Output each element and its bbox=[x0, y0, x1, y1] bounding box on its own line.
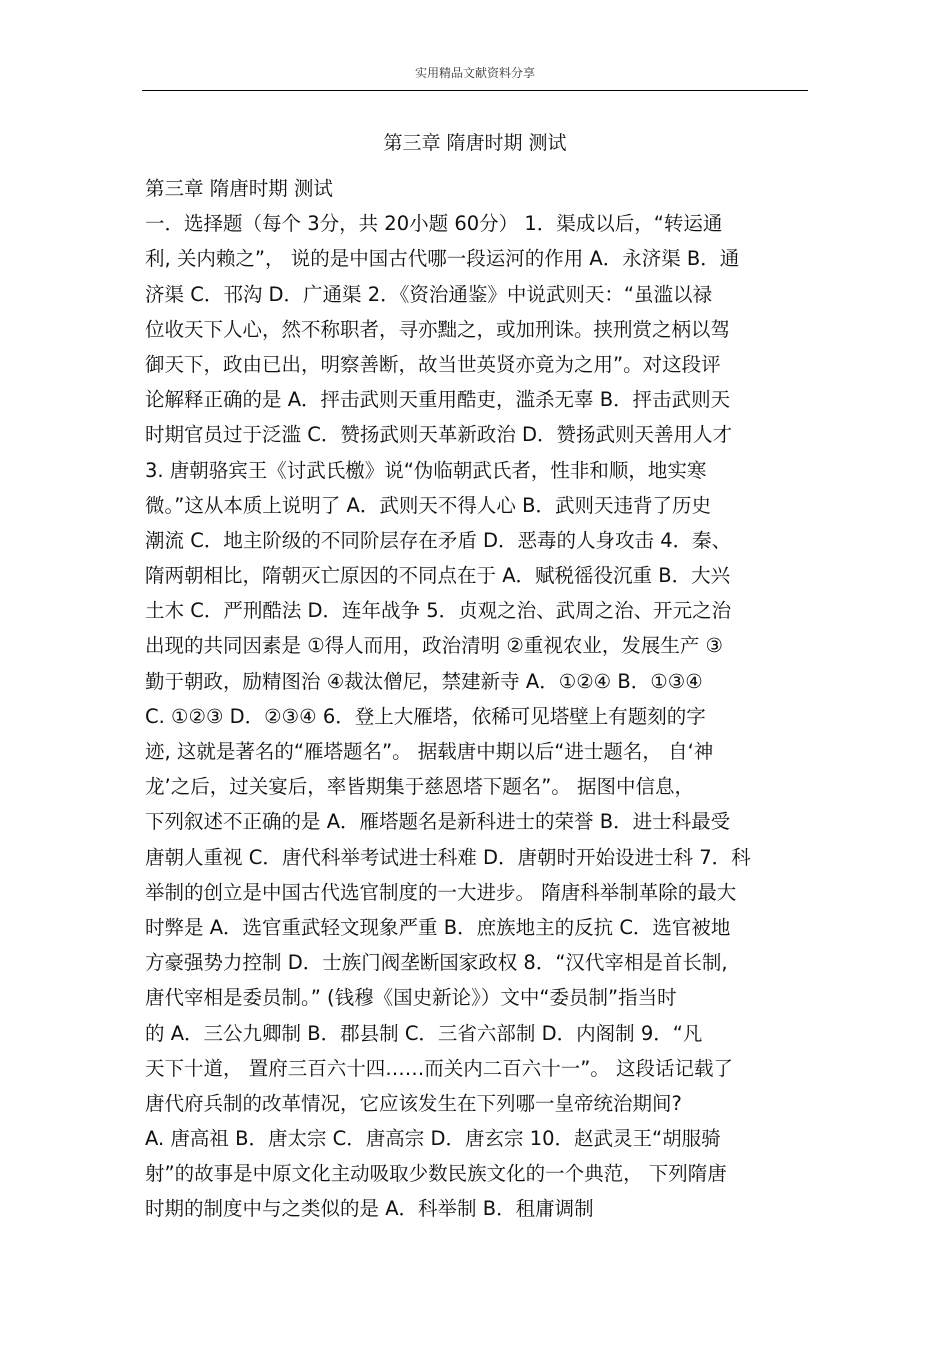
body-line: 唐代府兵制的改革情况，它应该发生在下列哪一皇帝统治期间? bbox=[145, 1091, 682, 1115]
body-line: 时期官员过于泛滥 C．赞扬武则天革新政治 D．赞扬武则天善用人才 bbox=[145, 423, 733, 447]
document-body bbox=[145, 171, 825, 1227]
body-line: 方豪强势力控制 D．士族门阀垄断国家政权 8．“汉代宰相是首长制, bbox=[145, 951, 728, 975]
body-line: 微。”这从本质上说明了 A．武则天不得人心 B．武则天违背了历史 bbox=[145, 493, 711, 517]
body-line: 御天下，政由已出，明察善断，故当世英贤亦竟为之用”。对这段评 bbox=[145, 352, 721, 376]
body-line: 迹, 这就是著名的“雁塔题名”。 据载唐中期以后“进士题名， 自‘神 bbox=[145, 740, 714, 763]
body-line: 时弊是 A．选官重武轻文现象严重 B．庶族地主的反抗 C．选官被地 bbox=[145, 915, 731, 939]
document-title: 第三章 隋唐时期 测试 bbox=[383, 132, 567, 154]
body-line: 天下十道， 置府三百六十四……而关内二百六十一”。 这段话记载了 bbox=[145, 1056, 733, 1080]
body-line: A. 唐高祖 B．唐太宗 C．唐高宗 D．唐玄宗 10．赵武灵王“胡服骑 bbox=[145, 1127, 721, 1151]
body-line: 勤于朝政，励精图治 ④裁汰僧尼，禁建新寺 A．①②④ B．①③④ bbox=[145, 669, 703, 693]
header-divider bbox=[142, 90, 808, 91]
body-line: C. ①②③ D．②③④ 6．登上大雁塔，依稀可见塔壁上有题刻的字 bbox=[145, 704, 706, 728]
body-line: 唐朝人重视 C．唐代科举考试进士科难 D．唐朝时开始设进士科 7．科 bbox=[145, 845, 751, 869]
body-line: 唐代宰相是委员制。” (钱穆《国史新论》）文中“委员制”指当时 bbox=[145, 986, 677, 1010]
body-line: 时期的制度中与之类似的是 A．科举制 B．租庸调制 bbox=[145, 1197, 594, 1221]
body-line: 土木 C．严刑酷法 D．连年战争 5．贞观之治、武周之治、开元之治 bbox=[145, 599, 732, 623]
page-header: 实用精品文献资料分享 bbox=[414, 66, 535, 80]
body-line: 隋两朝相比，隋朝灭亡原因的不同点在于 A．赋税徭役沉重 B．大兴 bbox=[145, 564, 731, 588]
body-line: 出现的共同因素是 ①得人而用，政治清明 ②重视农业，发展生产 ③ bbox=[145, 634, 724, 658]
body-line: 下列叙述不正确的是 A．雁塔题名是新科进士的荣誉 B．进士科最受 bbox=[145, 810, 731, 834]
body-line: 举制的创立是中国古代选官制度的一大进步。 隋唐科举制革除的最大 bbox=[145, 880, 737, 904]
body-line: 一．选择题（每个 3分，共 20小题 60分） 1．渠成以后，“转运通 bbox=[145, 212, 723, 236]
body-line: 济渠 C．邗沟 D．广通渠 2．《资治通鉴》中说武则天：“虽滥以禄 bbox=[145, 282, 712, 306]
body-line: 龙’之后，过关宴后，率皆期集于慈恩塔下题名”。 据图中信息， bbox=[145, 775, 694, 799]
body-line: 射”的故事是中原文化主动吸取少数民族文化的一个典范， 下列隋唐 bbox=[145, 1162, 727, 1186]
body-line: 3. 唐朝骆宾王《讨武氏檄》说“伪临朝武氏者，性非和顺，地实寒 bbox=[145, 458, 707, 482]
body-line: 的 A．三公九卿制 B．郡县制 C．三省六部制 D．内阁制 9．“凡 bbox=[145, 1021, 703, 1045]
body-line: 第三章 隋唐时期 测试 bbox=[145, 177, 333, 200]
body-line: 潮流 C．地主阶级的不同阶层存在矛盾 D．恶毒的人身攻击 4．秦、 bbox=[145, 528, 732, 552]
body-line: 论解释正确的是 A．抨击武则天重用酷吏，滥杀无辜 B．抨击武则天 bbox=[145, 388, 731, 412]
body-line: 位收天下人心，然不称职者，寻亦黜之，或加刑诛。挟刑赏之柄以驾 bbox=[145, 317, 731, 341]
body-line: 利, 关内赖之”， 说的是中国古代哪一段运河的作用 A．永济渠 B．通 bbox=[145, 247, 740, 271]
